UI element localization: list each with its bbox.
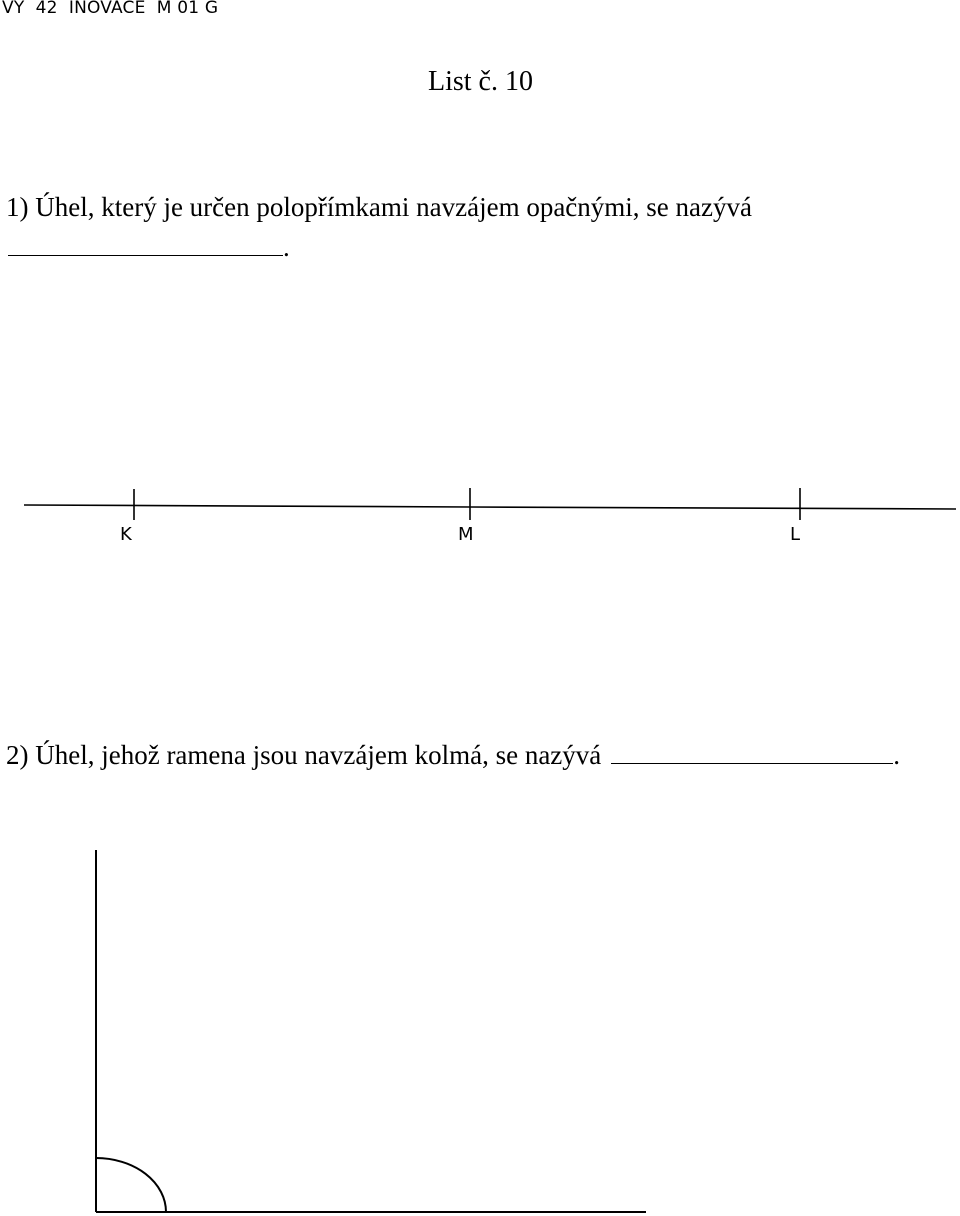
question-2-line: [6, 740, 900, 771]
worksheet-code: VY 42 INOVACE M 01 G: [2, 0, 219, 18]
question-2-text: 2) Úhel, jehož ramena jsou navzájem kolmá, se nazývá: [6, 740, 602, 770]
question-2-blank: [611, 741, 893, 764]
question-1-text: 1) Úhel, který je určen polopřímkami navzájem opačnými, se nazývá: [6, 192, 752, 222]
point-label-l: L: [790, 524, 801, 545]
question-2-period: .: [893, 740, 901, 770]
right-angle-figure: [96, 850, 646, 1212]
question-1-period: .: [283, 232, 290, 262]
point-label-m: M: [458, 524, 474, 545]
line-ml: [470, 507, 956, 509]
line-km: [24, 505, 470, 507]
point-label-k: K: [120, 524, 132, 545]
sheet-title: List č. 10: [428, 66, 533, 97]
angle-arc: [96, 1158, 166, 1212]
straight-angle-figure: [24, 488, 956, 545]
